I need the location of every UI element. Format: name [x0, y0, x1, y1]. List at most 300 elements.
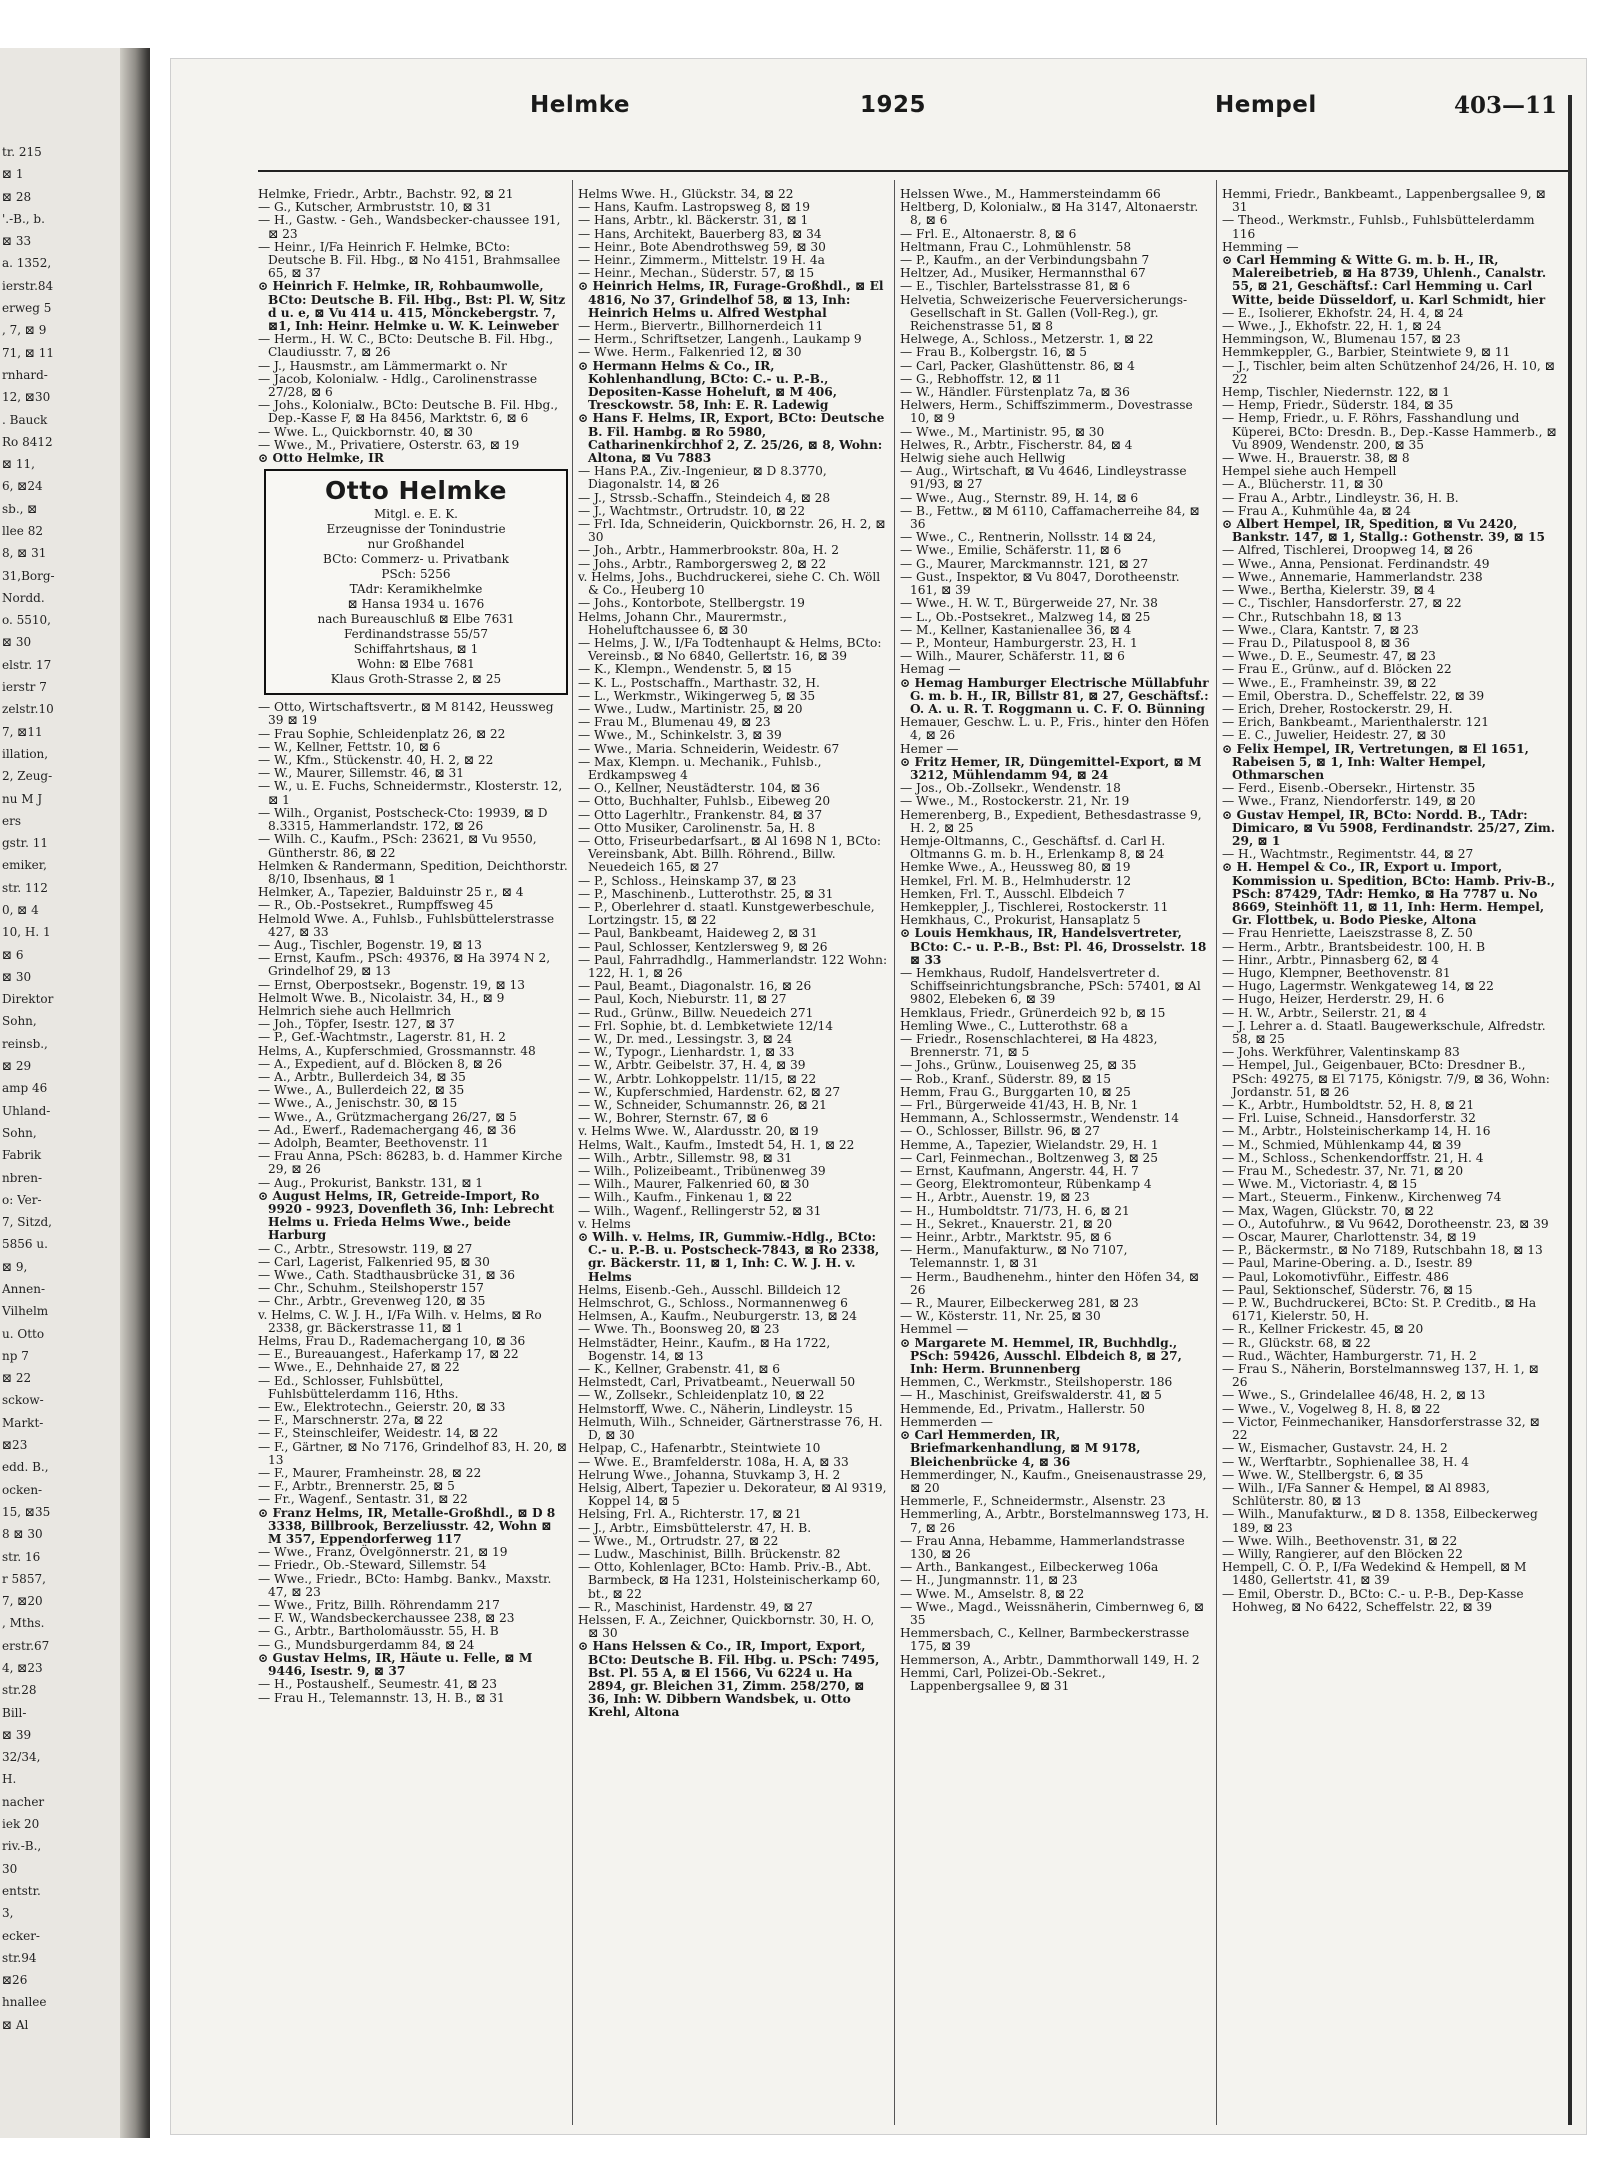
directory-entry: — Mart., Steuerm., Finkenw., Kirchenweg 74 [1222, 1190, 1502, 1205]
directory-entry: — Wwe., C., Rentnerin, Nollsstr. 14 ⊠ 24, [900, 530, 1157, 545]
directory-entry: — J. Lehrer a. d. Staatl. Baugewerkschule, Alfredstr. 58, ⊠ 25 [1222, 1018, 1546, 1046]
facing-page-fragment: Uhland- [2, 1103, 51, 1118]
directory-entry: — R., Kellner Frickestr. 45, ⊠ 20 [1222, 1322, 1424, 1337]
directory-entry: — Carl, Lagerist, Falkenried 95, ⊠ 30 [258, 1254, 490, 1269]
directory-entry: — W., Händler. Fürstenplatz 7a, ⊠ 36 [900, 385, 1130, 400]
directory-entry: — A., Expedient, auf d. Blöcken 8, ⊠ 26 [258, 1056, 503, 1071]
directory-entry: Hemling Wwe., C., Lutterothstr. 68 a [900, 1018, 1128, 1033]
directory-entry: — Ludw., Maschinist, Billh. Brückenstr. 82 [578, 1546, 841, 1561]
page-header [260, 92, 1585, 130]
facing-page-fragment: r 5857, [2, 1571, 46, 1586]
directory-entry: — W., Typogr., Lienhardstr. 1, ⊠ 33 [578, 1045, 795, 1060]
directory-entry: — Frl. Ida, Schneiderin, Quickbornstr. 26, H. 2, ⊠ 30 [578, 517, 886, 545]
facing-page-fragment: emiker, [2, 858, 47, 873]
directory-entry: — Frau M., Schedestr. 37, Nr. 71, ⊠ 20 [1222, 1164, 1464, 1179]
advertisement-box [264, 469, 568, 695]
directory-entry: — L., Ob.-Postsekret., Malzweg 14, ⊠ 25 [900, 609, 1151, 624]
facing-page-fragment: elstr. 17 [2, 657, 52, 672]
directory-entry: — Wwe., Bertha, Kielerstr. 39, ⊠ 4 [1222, 583, 1436, 598]
directory-entry: — Arth., Bankangest., Eilbeckerweg 106a [900, 1560, 1159, 1575]
directory-entry: Helssen Wwe., M., Hammersteindamm 66 [900, 188, 1161, 201]
directory-entry: ⊙ Hermann Helms & Co., IR, Kohlenhandlung, BCto: C.- u. P.-B., Depositen-Kasse Hoheluft, ⊠ M 406, Tresckowstr. 58, Inh: E. R. Ladewig [578, 358, 837, 413]
directory-entry: — G., Maurer, Marckmannstr. 121, ⊠ 27 [900, 556, 1149, 571]
facing-page-fragment: 12, ⊠30 [2, 390, 51, 405]
facing-page-fragment: erstr.67 [2, 1638, 50, 1653]
directory-entry: — P., Maschinenb., Lutterothstr. 25, ⊠ 31 [578, 886, 834, 901]
directory-entry: ⊙ Heinrich F. Helmke, IR, Rohbaumwolle, BCto: Deutsche B. Fil. Hbg., Bst: Pl. W, Sitz d u. e, ⊠ Vu 414 u. 415, Mönckebergstr. 7, ⊠1, Inh: Heinr. Helmke u. W. K. Leinweber [258, 279, 566, 334]
facing-page-fragment: ers [2, 813, 21, 828]
directory-entry: — Wwe., J., Ekhofstr. 22, H. 1, ⊠ 24 [1222, 319, 1442, 334]
advertisement-line: Erzeugnisse der Tonindustrie [326, 522, 506, 537]
facing-page-fragment: gstr. 11 [2, 836, 48, 851]
directory-entry: — Paul, Sektionschef, Süderstr. 76, ⊠ 15 [1222, 1282, 1473, 1297]
directory-entry: — Wwe., A., Bullerdeich 22, ⊠ 35 [258, 1083, 465, 1098]
directory-entry: — Emil, Oberstra. D., Scheffelstr. 22, ⊠ 39 [1222, 688, 1485, 703]
directory-entry: — Ew., Elektrotechn., Geierstr. 20, ⊠ 33 [258, 1400, 506, 1415]
directory-entry: — P. W., Buchdruckerei, BCto: St. P. Creditb., ⊠ Ha 6171, Kielerstr. 50, H. [1222, 1296, 1537, 1324]
directory-entry: — Otto, Buchhalter, Fuhlsb., Eibeweg 20 [578, 794, 831, 809]
header-rule [258, 170, 1570, 172]
directory-entry: — Wwe., Friedr., BCto: Hambg. Bankv., Maxstr. 47, ⊠ 23 [258, 1571, 552, 1599]
directory-entry: — Wwe., Ludw., Martinistr. 25, ⊠ 20 [578, 701, 803, 716]
directory-entry: — Chr., Arbtr., Grevenweg 120, ⊠ 35 [258, 1294, 486, 1309]
directory-entry: — J., Hausmstr., am Lämmermarkt o. Nr [258, 358, 507, 373]
directory-entry: — Wwe. M., Victoriastr. 4, ⊠ 15 [1222, 1177, 1418, 1192]
directory-entry: — Otto Musiker, Carolinenstr. 5a, H. 8 [578, 820, 816, 835]
directory-entry: — H., Postaushelf., Seumestr. 41, ⊠ 23 [258, 1677, 497, 1692]
directory-entry: — A., Blücherstr. 11, ⊠ 30 [1222, 477, 1384, 492]
facing-page-fragment: Annen- [2, 1282, 46, 1296]
directory-entry: — Fr., Wagenf., Sentastr. 31, ⊠ 22 [258, 1492, 468, 1507]
directory-entry: — Rob., Kranf., Süderstr. 89, ⊠ 15 [900, 1071, 1112, 1086]
directory-entry: Hemming — [1222, 239, 1299, 254]
directory-entry: — Paul, Fahrradhdlg., Hammerlandstr. 122 Wohn: 122, H. 1, ⊠ 26 [578, 952, 888, 980]
directory-entry: — Otto Lagerhltr., Frankenstr. 84, ⊠ 37 [578, 807, 823, 822]
directory-entry: Helsing, Frl. A., Richterstr. 17, ⊠ 21 [578, 1507, 802, 1522]
directory-entry: — Carl, Packer, Glashüttenstr. 86, ⊠ 4 [900, 358, 1135, 373]
directory-entry: — P., Gef.-Wachtmstr., Lagerstr. 81, H. 2 [258, 1030, 506, 1045]
directory-entry: — Wilh., Kaufm., Finkenau 1, ⊠ 22 [578, 1190, 793, 1205]
directory-entry: — E., Isolierer, Ekhofstr. 24, H. 4, ⊠ 24 [1222, 305, 1464, 320]
facing-page-fragment: Sohn, [2, 1125, 37, 1140]
advertisement-line: nur Großhandel [367, 537, 465, 552]
directory-entry: Hemke Wwe., A., Heussweg 80, ⊠ 19 [900, 860, 1131, 875]
directory-entry: — Frau M., Blumenau 49, ⊠ 23 [578, 715, 771, 730]
facing-page-fragment: hnallee [2, 1995, 47, 2010]
facing-page-fragment: Direktor [2, 992, 54, 1007]
directory-entry: — Hans, Kaufm. Lastropsweg 8, ⊠ 19 [578, 200, 810, 215]
directory-column-2 [578, 188, 888, 2178]
directory-entry: Helwig siehe auch Hellwig [900, 451, 1066, 466]
directory-entry: — M., Schloss., Schenkendorffstr. 21, H. 4 [1222, 1150, 1484, 1165]
directory-entry: ⊙ H. Hempel & Co., IR, Export u. Import, Kommission u. Spedition, BCto: Hamb. Priv-B., PSch: 87429, TAdr: Hemko, ⊠ Ha 7787 u. No 8669, Steinhöft 11, ⊠ 11, Inh: Herm. Hempel, Gr. Flottbek, u. Bodo Pieske, Altona [1222, 860, 1555, 928]
directory-entry: v. Helms Wwe. W., Alardusstr. 20, ⊠ 19 [578, 1124, 819, 1139]
facing-page-fragment: ⊠ 29 [2, 1059, 32, 1074]
directory-entry: Helmke, Friedr., Arbtr., Bachstr. 92, ⊠ 21 [258, 188, 514, 201]
directory-entry: — H., Jungmannstr. 11, ⊠ 23 [900, 1573, 1078, 1588]
directory-entry: Helsig, Albert, Tapezier u. Dekorateur, ⊠ Al 9319, Koppel 14, ⊠ 5 [578, 1480, 887, 1509]
facing-page-fragment: o: Ver- [2, 1192, 42, 1207]
directory-entry: — Frl. Luise, Schneid., Hansdorferstr. 32 [1222, 1111, 1476, 1126]
directory-entry: — Wwe., M., Schinkelstr. 3, ⊠ 39 [578, 728, 782, 743]
advertisement-line: Wohn: ⊠ Elbe 7681 [357, 657, 475, 672]
book-gutter-shadow [120, 48, 150, 2138]
directory-entry: — Johs., Arbtr., Ramborgersweg 2, ⊠ 22 [578, 556, 827, 571]
facing-page-fragment: Markt- [2, 1415, 44, 1430]
directory-entry: — K. L., Postschaffn., Marthastr. 32, H. [578, 675, 820, 690]
facing-page-fragment: Vilhelm [2, 1304, 49, 1319]
directory-entry: ⊙ Gustav Hempel, IR, BCto: Nordd. B., TAdr: Dimicaro, ⊠ Vu 5908, Ferdinandstr. 25/27, Zim. 29, ⊠ 1 [1222, 807, 1555, 848]
facing-page-fragment: , 7, ⊠ 9 [2, 323, 47, 338]
directory-entry: — Wwe., Cath. Stadthausbrücke 31, ⊠ 36 [258, 1268, 515, 1282]
directory-entry: — Ed., Schlosser, Fuhlsbüttel, Fuhlsbüttelerdamm 116, Hths. [258, 1373, 459, 1401]
directory-entry: — O., Schlosser, Billstr. 96, ⊠ 27 [900, 1124, 1101, 1139]
directory-entry: — Wilh. C., Kaufm., PSch: 23621, ⊠ Vu 9550, Güntherstr. 86, ⊠ 22 [258, 832, 537, 860]
directory-entry: — Wwe., Franz, Övelgönnerstr. 21, ⊠ 19 [258, 1545, 508, 1560]
directory-entry: Hempell, C. O. P., I/Fa Wedekind & Hempell, ⊠ M 1480, Gellertstr. 41, ⊠ 39 [1222, 1560, 1527, 1588]
directory-entry: — Frau E., Grünw., auf d. Blöcken 22 [1222, 662, 1452, 677]
facing-page-fragment: 5856 u. [2, 1237, 48, 1252]
directory-entry: v. Helms, Johs., Buchdruckerei, siehe C. Ch. Wöll & Co., Heuberg 10 [578, 569, 881, 598]
directory-entry: — Wwe., V., Vogelweg 8, H. 8, ⊠ 22 [1222, 1401, 1441, 1416]
facing-page-fragment: ⊠ Al [2, 2017, 29, 2032]
facing-page-fragment: nacher [2, 1794, 45, 1809]
directory-entry: — E., Tischler, Bartelsstrasse 81, ⊠ 6 [900, 279, 1131, 294]
directory-entry: — M., Schmied, Mühlenkamp 44, ⊠ 39 [1222, 1137, 1462, 1152]
column-divider [1216, 180, 1217, 2125]
directory-entry: Hemauer, Geschw. L. u. P., Fris., hinter den Höfen 4, ⊠ 26 [900, 715, 1210, 743]
facing-page-fragment: , Mths. [2, 1616, 45, 1631]
directory-entry: ⊙ Otto Helmke, IR [258, 451, 385, 466]
directory-entry: — Frau A., Arbtr., Lindleystr. 36, H. B. [1222, 490, 1459, 505]
facing-page-edge [0, 48, 150, 2138]
directory-entry: — Aug., Prokurist, Bankstr. 131, ⊠ 1 [258, 1175, 484, 1190]
column-divider [894, 180, 895, 2125]
directory-entry: — Herm., Schriftsetzer, Langenh., Laukamp 9 [578, 332, 862, 347]
directory-entry: — Paul, Marine-Obering. a. D., Isestr. 89 [1222, 1256, 1473, 1271]
directory-entry: — Otto, Friseurbedarfsart., ⊠ Al 1698 N 1, BCto: Vereinsbank, Abt. Billh. Röhrend., Billw. Neuedeich 165, ⊠ 27 [578, 833, 881, 875]
facing-page-fragment: ecker- [2, 1928, 40, 1943]
directory-entry: Helmken & Randermann, Spedition, Deichthorstr. 8/10, Ibsenhaus, ⊠ 1 [258, 858, 568, 886]
directory-entry: — Wilh., Arbtr., Sillemstr. 98, ⊠ 31 [578, 1150, 793, 1165]
directory-entry: — R., Maschinist, Hardenstr. 49, ⊠ 27 [578, 1599, 813, 1614]
facing-page-fragment: ⊠26 [2, 1973, 28, 1988]
directory-entry: — P., Schloss., Heinskamp 37, ⊠ 23 [578, 873, 797, 888]
directory-entry: — Frau Sophie, Schleidenplatz 26, ⊠ 22 [258, 726, 506, 741]
directory-entry: ⊙ Albert Hempel, IR, Spedition, ⊠ Vu 2420, Bankstr. 147, ⊠ 1, Stallg.: Gothenstr. 39, ⊠ 15 [1222, 517, 1546, 545]
directory-entry: ⊙ Fritz Hemer, IR, Düngemittel-Export, ⊠ M 3212, Mühlendamm 94, ⊠ 24 [900, 754, 1202, 782]
directory-entry: Helms, Eisenb.-Geh., Ausschl. Billdeich 12 [578, 1282, 841, 1297]
directory-entry: ⊙ Heinrich Helms, IR, Furage-Großhdl., ⊠ El 4816, No 37, Grindelhof 58, ⊠ 13, Inh: Heinrich Helms u. Alfred Westphal [578, 279, 884, 320]
facing-page-fragment: ⊠ 30 [2, 969, 32, 984]
directory-entry: — Willy, Rangierer, auf den Blöcken 22 [1222, 1546, 1463, 1561]
facing-page-fragment: sb., ⊠ [2, 501, 38, 516]
facing-page-fragment: ierstr 7 [2, 680, 47, 695]
facing-page-fragment: Nordd. [2, 590, 45, 605]
facing-page-fragment: u. Otto [2, 1326, 45, 1341]
facing-page-fragment: Sohn, [2, 1014, 37, 1029]
directory-entry: ⊙ Louis Hemkhaus, IR, Handelsvertreter, BCto: C.- u. P.-B., Bst: Pl. 46, Drosselstr. 18 ⊠ 33 [900, 926, 1207, 967]
directory-entry: Helmker, A., Tapezier, Balduinstr 25 r., ⊠ 4 [258, 885, 524, 900]
directory-entry: — H., Arbtr., Auenstr. 19, ⊠ 23 [900, 1190, 1090, 1205]
directory-entry: Helwers, Herm., Schiffszimmerm., Dovestrasse 10, ⊠ 9 [900, 398, 1193, 426]
directory-entry: — Wwe. M., Amselstr. 8, ⊠ 22 [900, 1586, 1085, 1601]
directory-entry: — Ferd., Eisenb.-Obersekr., Hirtenstr. 35 [1222, 781, 1476, 796]
advertisement-line: TAdr: Keramikhelmke [349, 582, 483, 597]
directory-entry: — Hugo, Klempner, Beethovenstr. 81 [1222, 965, 1451, 980]
facing-page-fragment: edd. B., [2, 1460, 49, 1475]
directory-entry: — J., Strssb.-Schaffn., Steindeich 4, ⊠ 28 [578, 490, 831, 505]
facing-page-fragment: 0, ⊠ 4 [2, 903, 39, 917]
directory-entry: Hemmkeppler, G., Barbier, Steintwiete 9, ⊠ 11 [1222, 345, 1511, 360]
directory-entry: — Hans P.A., Ziv.-Ingenieur, ⊠ D 8.3770, Diagonalstr. 14, ⊠ 26 [578, 464, 827, 492]
directory-entry: — W., u. E. Fuchs, Schneidermstr., Klosterstr. 12, ⊠ 1 [258, 779, 563, 807]
directory-entry: Helms, Walt., Kaufm., Imstedt 54, H. 1, ⊠ 22 [578, 1137, 855, 1152]
facing-page-fragment: '.-B., b. [2, 211, 45, 226]
directory-entry: Helmolt Wwe. B., Nicolaistr. 34, H., ⊠ 9 [258, 990, 505, 1005]
facing-page-fragment: nu M J [2, 791, 43, 806]
directory-entry: — F., Marschnerstr. 27a, ⊠ 22 [258, 1413, 444, 1428]
directory-entry: — Wwe. H., Brauerstr. 38, ⊠ 8 [1222, 451, 1410, 466]
directory-entry: — W., Maurer, Sillemstr. 46, ⊠ 31 [258, 766, 464, 781]
directory-entry: Hemmann, A., Schlossermstr., Wendenstr. 14 [900, 1111, 1180, 1126]
directory-entry: — Hans, Architekt, Bauerberg 83, ⊠ 34 [578, 226, 822, 241]
directory-entry: ⊙ Hans Helssen & Co., IR, Import, Export, BCto: Deutsche B. Fil. Hbg. u. PSch: 7495, Bst. Pl. 55 A, ⊠ El 1566, Vu 6224 u. Ha 2894, gr. Bleichen 31, Zimm. 258/270, ⊠ 36, Inh: W. Dibbern Wandsbek, u. Otto Krehl, Altona [578, 1639, 880, 1720]
directory-entry: — Wilh., Manufakturw., ⊠ D 8. 1358, Eilbeckerweg 189, ⊠ 23 [1222, 1507, 1538, 1535]
directory-entry: Hemkeppler, J., Tischlerei, Rostockerstr. 11 [900, 899, 1169, 914]
directory-entry: Hemmingson, W., Blumenau 157, ⊠ 23 [1222, 332, 1461, 347]
directory-entry: — M., Arbtr., Holsteinischerkamp 14, H. 16 [1222, 1124, 1491, 1139]
facing-page-fragment: amp 46 [2, 1081, 48, 1096]
directory-entry: Hemer — [900, 741, 959, 756]
facing-page-fragment: . Bauck [2, 412, 48, 427]
directory-entry: — Paul, Schlosser, Kentzlersweg 9, ⊠ 26 [578, 939, 828, 954]
facing-page-fragment: 8 ⊠ 30 [2, 1527, 43, 1542]
directory-entry: — Wwe. L., Quickbornstr. 40, ⊠ 30 [258, 424, 473, 439]
directory-entry: — Jos., Ob.-Zollsekr., Wendenstr. 18 [900, 781, 1121, 796]
directory-entry: — Heinr., Arbtr., Marktstr. 95, ⊠ 6 [900, 1230, 1112, 1245]
facing-page-fragment: sckow- [2, 1393, 44, 1408]
directory-entry: — Ernst, Kaufmann, Angerstr. 44, H. 7 [900, 1164, 1139, 1179]
facing-page-fragment: 8, ⊠ 31 [2, 546, 47, 561]
facing-page-fragment: a. 1352, [2, 256, 52, 271]
directory-entry: — Theod., Werkmstr., Fuhlsb., Fuhlsbüttelerdamm 116 [1222, 213, 1535, 241]
directory-entry: Hemmersbach, C., Kellner, Barmbeckerstrasse 175, ⊠ 39 [900, 1626, 1190, 1654]
directory-entry: — W., Arbtr. Lohkoppelstr. 11/15, ⊠ 22 [578, 1071, 817, 1086]
directory-entry: — W., Kupferschmied, Hardenstr. 62, ⊠ 27 [578, 1084, 841, 1099]
header-year: 1925 [860, 92, 927, 118]
directory-entry: — Wwe., Clara, Kantstr. 7, ⊠ 23 [1222, 622, 1419, 637]
facing-page-fragment: nbren- [2, 1170, 43, 1185]
directory-entry: Helmstorff, Wwe. C., Näherin, Lindleystr. 15 [578, 1401, 853, 1416]
facing-page-fragment: ⊠ 6 [2, 947, 24, 962]
directory-entry: Hemmerling, A., Arbtr., Borstelmannsweg 173, H. 7, ⊠ 26 [900, 1507, 1210, 1535]
directory-entry: Hemag — [900, 662, 961, 677]
facing-page-fragment: ierstr.84 [2, 278, 54, 293]
facing-page-fragment: erweg 5 [2, 301, 52, 316]
directory-entry: — F., Gärtner, ⊠ No 7176, Grindelhof 83, H. 20, ⊠ 13 [258, 1439, 567, 1467]
directory-entry: — F., Arbtr., Brennerstr. 25, ⊠ 5 [258, 1479, 455, 1494]
directory-entry: Helmsen, A., Kaufm., Neuburgerstr. 13, ⊠ 24 [578, 1309, 857, 1324]
directory-entry: — Frau Anna, Hebamme, Hammerlandstrasse 130, ⊠ 26 [900, 1533, 1185, 1561]
directory-entry: — Wwe., E., Framheinstr. 39, ⊠ 22 [1222, 675, 1437, 690]
directory-entry: Hemmende, Ed., Privatm., Hallerstr. 50 [900, 1401, 1145, 1416]
facing-page-fragment: str. 16 [2, 1549, 41, 1564]
facing-page-fragment: o. 5510, [2, 613, 51, 628]
directory-entry: Helmrich siehe auch Hellmrich [258, 1003, 452, 1018]
directory-entry: Helrung Wwe., Johanna, Stuvkamp 3, H. 2 [578, 1467, 841, 1482]
facing-page-fragment: 2, Zeug- [2, 769, 53, 784]
facing-page-fragment: ⊠ 39 [2, 1727, 32, 1742]
directory-entry: — K., Klempn., Wendenstr. 5, ⊠ 15 [578, 662, 792, 677]
directory-entry: — Wwe. W., Stellbergstr. 6, ⊠ 35 [1222, 1467, 1424, 1482]
facing-page-fragment: H. [2, 1772, 17, 1787]
directory-entry: Hemmerle, F., Schneidermstr., Alsenstr. 23 [900, 1494, 1166, 1509]
directory-entry: — E. C., Juwelier, Heidestr. 27, ⊠ 30 [1222, 728, 1446, 743]
directory-entry: Hemmen, C., Werkmstr., Steilshoperstr. 186 [900, 1375, 1173, 1390]
directory-entry: — Hans, Arbtr., kl. Bäckerstr. 31, ⊠ 1 [578, 213, 809, 228]
directory-entry: ⊙ Carl Hemmerden, IR, Briefmarkenhandlung, ⊠ M 9178, Bleichenbrücke 4, ⊠ 36 [900, 1428, 1141, 1469]
directory-entry: Heltmann, Frau C., Lohmühlenstr. 58 [900, 239, 1132, 254]
directory-entry: v. Helms, C. W. J. H., I/Fa Wilh. v. Helms, ⊠ Ro 2338, gr. Bäckerstrasse 11, ⊠ 1 [258, 1307, 542, 1335]
directory-entry: — Frau B., Kolbergstr. 16, ⊠ 5 [900, 345, 1088, 360]
directory-entry: — Wwe. Th., Boonsweg 20, ⊠ 23 [578, 1322, 780, 1337]
directory-entry: — Friedr., Rosenschlachterei, ⊠ Ha 4823, Brennerstr. 71, ⊠ 5 [900, 1032, 1158, 1060]
facing-page-fragment: Ro 8412 [2, 434, 53, 449]
directory-entry: — Otto, Kohlenlager, BCto: Hamb. Priv.-B., Abt. Barmbeck, ⊠ Ha 1231, Holsteinischerkamp 60, bt., ⊠ 22 [578, 1560, 881, 1601]
directory-entry: — Adolph, Beamter, Beethovenstr. 11 [258, 1135, 489, 1150]
facing-page-fragment: 31,Borg- [2, 568, 55, 583]
directory-entry: Helms Wwe. H., Glückstr. 34, ⊠ 22 [578, 188, 794, 201]
directory-entry: — Friedr., Ob.-Steward, Sillemstr. 54 [258, 1558, 487, 1573]
directory-entry: — Frau A., Kuhmühle 4a, ⊠ 24 [1222, 503, 1411, 518]
directory-entry: v. Helms [578, 1216, 631, 1231]
directory-entry: — Gust., Inspektor, ⊠ Vu 8047, Dorotheenstr. 161, ⊠ 39 [900, 569, 1180, 598]
directory-entry: Helmstädter, Heinr., Kaufm., ⊠ Ha 1722, Bogenstr. 14, ⊠ 13 [578, 1335, 831, 1363]
facing-page-fragment: ⊠ 9, [2, 1259, 28, 1274]
directory-entry: — Paul, Koch, Nieburstr. 11, ⊠ 27 [578, 992, 787, 1007]
directory-entry: — Wwe., Emilie, Schäferstr. 11, ⊠ 6 [900, 543, 1122, 558]
directory-entry: — G., Mundsburgerdamm 84, ⊠ 24 [258, 1637, 475, 1652]
directory-entry: — Hemp, Friedr., u. F. Röhrs, Fasshandlung und Küperei, BCto: Dresdn. B., Dep.-Kasse Hammerb., ⊠ Vu 8909, Wendenstr. 200, ⊠ 35 [1222, 411, 1557, 452]
facing-page-fragment: str.28 [2, 1683, 37, 1698]
facing-page-fragment: 7, Sitzd, [2, 1215, 52, 1230]
directory-entry: Heltberg, D, Kolonialw., ⊠ Ha 3147, Altonaerstr. 8, ⊠ 6 [900, 200, 1199, 228]
directory-entry: Hemerenberg, B., Expedient, Bethesdastrasse 9, H. 2, ⊠ 25 [900, 807, 1202, 835]
directory-entry: — O., Autofuhrw., ⊠ Vu 9642, Dorotheenstr. 23, ⊠ 39 [1222, 1216, 1549, 1231]
facing-page-fragment: 10, H. 1 [2, 925, 51, 940]
directory-entry: — Wwe., Magd., Weissnäherin, Cimbernweg 6, ⊠ 35 [900, 1599, 1204, 1627]
directory-entry: — Johs., Kontorbote, Stellbergstr. 19 [578, 596, 805, 611]
directory-entry: — Georg, Elektromonteur, Rübenkamp 4 [900, 1177, 1152, 1192]
directory-entry: — Frau D., Pilatuspool 8, ⊠ 36 [1222, 635, 1410, 650]
directory-entry: — Frau Henriette, Laeiszstrasse 8, Z. 50 [1222, 926, 1473, 941]
directory-entry: — Frau Anna, PSch: 86283, b. d. Hammer Kirche 29, ⊠ 26 [258, 1149, 563, 1177]
directory-entry: Helmstedt, Carl, Privatbeamt., Neuerwall 50 [578, 1375, 856, 1390]
directory-entry: — G., Rebhoffstr. 12, ⊠ 11 [900, 371, 1062, 386]
directory-entry: — Aug., Wirtschaft, ⊠ Vu 4646, Lindleystrasse 91/93, ⊠ 27 [900, 464, 1187, 492]
facing-page-fragment: llee 82 [2, 524, 43, 538]
directory-entry: Hemmerson, A., Arbtr., Dammthorwall 149, H. 2 [900, 1652, 1200, 1667]
directory-entry: — Emil, Oberstr. D., BCto: C.- u. P.-B., Dep-Kasse Hohweg, ⊠ No 6422, Scheffelstr. 22, ⊠ 39 [1222, 1586, 1524, 1614]
directory-entry: — G., Kutscher, Armbruststr. 10, ⊠ 31 [258, 200, 492, 215]
directory-entry: Hemklaus, Friedr., Grünerdeich 92 b, ⊠ 15 [900, 1005, 1166, 1020]
advertisement-line: nach Bureauschluß ⊠ Elbe 7631 [317, 612, 515, 627]
directory-entry: Hemken, Frl. T., Ausschl. Elbdeich 7 [900, 886, 1125, 901]
facing-page-fragment: Fabrik [2, 1148, 42, 1163]
directory-entry: — C., Tischler, Hansdorferstr. 27, ⊠ 22 [1222, 596, 1462, 611]
facing-page-fragment: ⊠ 28 [2, 189, 32, 204]
directory-entry: — Wwe., Franz, Niendorferstr. 149, ⊠ 20 [1222, 794, 1476, 809]
directory-entry: — M., Kellner, Kastanienallee 36, ⊠ 4 [900, 622, 1132, 637]
directory-entry: — Wilh., Maurer, Schäferstr. 11, ⊠ 6 [900, 649, 1125, 664]
directory-entry: — W., Kfm., Stückenstr. 40, H. 2, ⊠ 22 [258, 753, 494, 768]
directory-entry: — Hemkhaus, Rudolf, Handelsvertreter d. Schiffseinrichtungsbranche, PSch: 57401, ⊠ Al 9802, Elebeken 6, ⊠ 39 [900, 965, 1201, 1007]
facing-page-fragment: ⊠ 30 [2, 635, 32, 650]
directory-entry: ⊙ Hans F. Helms, IR, Export, BCto: Deutsche B. Fil. Hambg. ⊠ Ro 5980, Catharinenkirchhof 2, Z. 25/26, ⊠ 8, Wohn: Altona, ⊠ Vu 7883 [578, 411, 885, 466]
directory-entry: Hemkhaus, C., Prokurist, Hansaplatz 5 [900, 913, 1141, 928]
directory-entry: — Herm., Arbtr., Brantsbeidestr. 100, H. B [1222, 939, 1486, 954]
directory-entry: — Wilh., Maurer, Falkenried 60, ⊠ 30 [578, 1177, 810, 1192]
facing-page-fragment: Bill- [2, 1705, 27, 1720]
directory-entry: — Wwe., Anna, Pensionat. Ferdinandstr. 49 [1222, 556, 1490, 571]
directory-entry: — Wwe., Maria. Schneiderin, Weidestr. 67 [578, 741, 840, 756]
facing-page-fragment: ocken- [2, 1482, 43, 1497]
directory-entry: — Frl. Sophie, bt. d. Lembketwiete 12/14 [578, 1018, 833, 1033]
facing-page-fragment: reinsb., [2, 1036, 48, 1051]
directory-entry: — W., Schneider, Schumannstr. 26, ⊠ 21 [578, 1098, 827, 1113]
directory-entry: — P., Kaufm., an der Verbindungsbahn 7 [900, 253, 1150, 268]
directory-entry: Hemje-Oltmanns, C., Geschäftsf. d. Carl H. Oltmanns G. m. b. H., Erlenkamp 8, ⊠ 24 [900, 833, 1166, 862]
directory-entry: — Heinr., Bote Abendrothsweg 59, ⊠ 30 [578, 239, 826, 254]
directory-entry: Helms, A., Kupferschmied, Grossmannstr. 48 [258, 1043, 536, 1058]
directory-entry: — L., Werkmstr., Wikingerweg 5, ⊠ 35 [578, 688, 816, 703]
directory-entry: — Wilh., I/Fa Sanner & Hempel, ⊠ Al 8983, Schlüterstr. 80, ⊠ 13 [1222, 1480, 1490, 1509]
directory-entry: — Wwe. Wilh., Beethovenstr. 31, ⊠ 22 [1222, 1533, 1458, 1548]
directory-entry: Helwes, R., Arbtr., Fischerstr. 84, ⊠ 4 [900, 437, 1133, 452]
directory-entry: — Max, Wagen, Glückstr. 70, ⊠ 22 [1222, 1203, 1434, 1218]
directory-entry: Helvetia, Schweizerische Feuerversicherungs-Gesellschaft in St. Gallen (Voll-Reg.), gr. Reichenstrasse 51, ⊠ 8 [900, 292, 1188, 334]
directory-entry: — Wwe., M., Privatiere, Osterstr. 63, ⊠ 19 [258, 437, 520, 452]
directory-entry: — Chr., Schuhm., Steilshoperstr 157 [258, 1281, 484, 1296]
directory-entry: Helms, Frau D., Rademachergang 10, ⊠ 36 [258, 1334, 526, 1349]
directory-entry: — Herm., Biervertr., Billhornerdeich 11 [578, 319, 824, 334]
facing-page-fragment: entstr. [2, 1883, 41, 1898]
directory-entry: — F., Steinschleifer, Weidestr. 14, ⊠ 22 [258, 1426, 499, 1441]
directory-entry: — Ad., Ewerf., Rademachergang 46, ⊠ 36 [258, 1122, 517, 1137]
directory-entry: — Rud., Grünw., Billw. Neuedeich 271 [578, 1005, 814, 1020]
directory-entry: — Chr., Rutschbahn 18, ⊠ 13 [1222, 609, 1402, 624]
directory-entry: — H., Wachtmstr., Regimentstr. 44, ⊠ 27 [1222, 847, 1474, 862]
directory-entry: — H., Humboldtstr. 71/73, H. 6, ⊠ 21 [900, 1203, 1130, 1218]
directory-entry: — Frau S., Näherin, Borstelmannsweg 137, H. 1, ⊠ 26 [1222, 1362, 1539, 1390]
directory-entry: — Hugo, Heizer, Herderstr. 29, H. 6 [1222, 992, 1445, 1007]
right-page-edge-line [1568, 95, 1572, 2125]
directory-entry: — Johs., Kolonialw., BCto: Deutsche B. Fil. Hbg., Dep.-Kasse F, ⊠ Ha 8456, Marktstr. 6, ⊠ 6 [258, 398, 559, 426]
facing-page-fragment: 7, ⊠20 [2, 1594, 43, 1609]
directory-entry: — Hugo, Lagermstr. Wenkgateweg 14, ⊠ 22 [1222, 979, 1494, 994]
directory-entry: — Oscar, Maurer, Charlottenstr. 34, ⊠ 19 [1222, 1230, 1477, 1245]
directory-entry: — Jacob, Kolonialw. - Hdlg., Carolinenstrasse 27/28, ⊠ 6 [258, 371, 538, 400]
facing-page-fragment: ⊠ 11, [2, 457, 35, 472]
directory-entry: Helssen, F. A., Zeichner, Quickbornstr. 30, H. O, ⊠ 30 [578, 1612, 875, 1641]
facing-page-fragment: rnhard- [2, 367, 48, 382]
advertisement-line: Mitgl. e. E. K. [374, 507, 458, 522]
directory-entry: — Hempel, Jul., Geigenbauer, BCto: Dresdner B., PSch: 49275, ⊠ El 7175, Königstr. 7/9, ⊠ 36, Wohn: Jordanstr. 51, ⊠ 26 [1222, 1058, 1550, 1099]
directory-entry: — W., Kösterstr. 11, Nr. 25, ⊠ 30 [900, 1309, 1101, 1324]
facing-page-fragment: illation, [2, 746, 49, 761]
directory-entry: — K., Kellner, Grabenstr. 41, ⊠ 6 [578, 1362, 781, 1377]
